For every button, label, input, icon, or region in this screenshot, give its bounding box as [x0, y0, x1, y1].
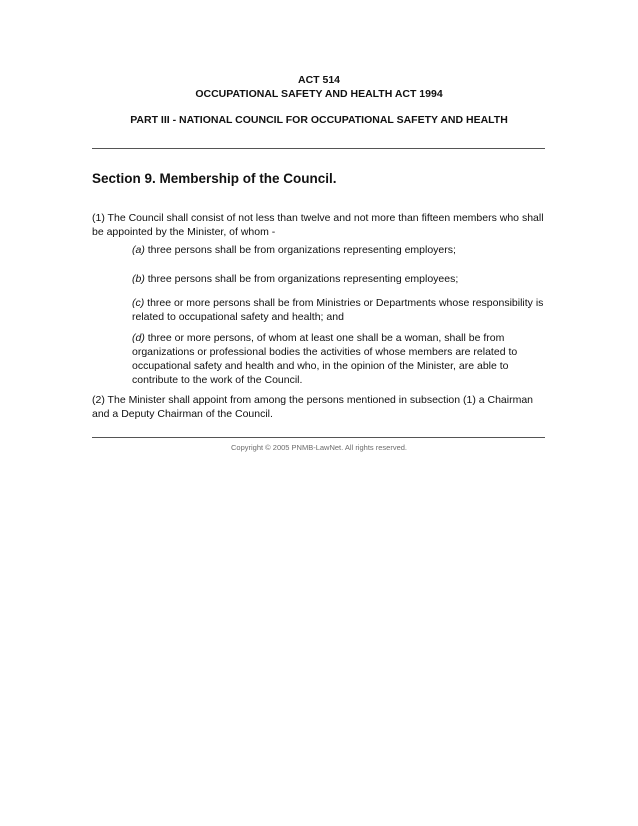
list-item-label: (b): [132, 273, 145, 285]
copyright-footer: Copyright © 2005 PNMB-LawNet. All rights reserved.: [230, 443, 407, 452]
top-divider: [92, 148, 545, 149]
list-item-label: (c): [132, 297, 145, 309]
list-item-b: [132, 272, 546, 286]
list-item-label: (d): [132, 332, 145, 344]
part-heading: PART III - NATIONAL COUNCIL FOR OCCUPATIONAL SAFETY AND HEALTH: [130, 114, 508, 126]
act-title: OCCUPATIONAL SAFETY AND HEALTH ACT 1994: [195, 88, 443, 100]
paragraph-1: (1) The Council shall consist of not less than twelve and not more than fifteen members who shall be appointed by the Minister, of whom -: [92, 212, 544, 238]
section-title: Section 9. Membership of the Council.: [92, 171, 337, 186]
paragraph-2: (2) The Minister shall appoint from among the persons mentioned in subsection (1) a Chairman and a Deputy Chairman of the Council.: [92, 394, 534, 420]
list-item-c: [132, 296, 546, 324]
list-item-text: three persons shall be from organizations representing employers;: [144, 244, 456, 256]
list-item-text: three or more persons, of whom at least one shall be a woman, shall be from organizations or professional bodies the activities of whose members are related to occupational safety and health and who, in the opinion of the Minister, are able to contribute to the work of the Council.: [132, 332, 518, 386]
bottom-divider: [92, 437, 545, 438]
list-item-label: (a): [132, 244, 145, 256]
list-item-text: three or more persons shall be from Ministries or Departments whose responsibility is related to occupational safety and health; and: [132, 297, 544, 323]
act-number: ACT 514: [297, 74, 340, 86]
list-item-d: [132, 331, 546, 387]
list-item-text: three persons shall be from organizations representing employees;: [144, 273, 459, 285]
list-item-a: [132, 243, 546, 257]
